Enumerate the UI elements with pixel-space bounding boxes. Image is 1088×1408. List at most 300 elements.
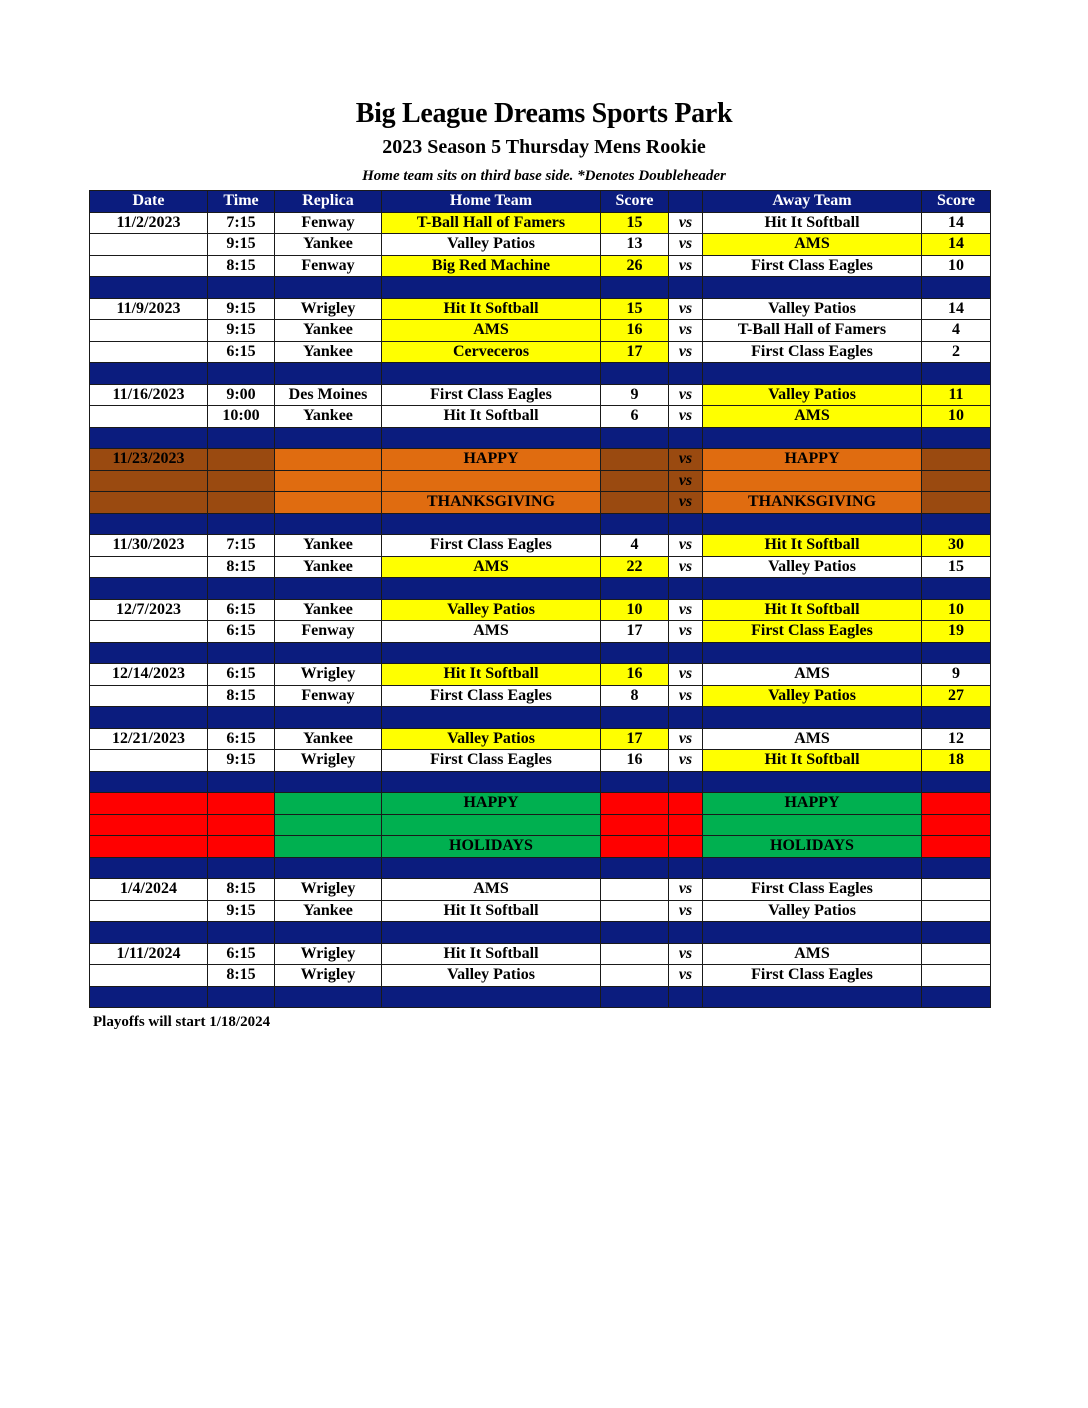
separator-cell — [208, 427, 275, 449]
separator-cell — [922, 771, 991, 793]
date-cell — [90, 556, 208, 578]
separator-cell — [922, 427, 991, 449]
thanksgiving-row — [90, 492, 991, 514]
away-team-cell: AMS — [703, 234, 922, 256]
game-row — [90, 943, 991, 965]
time-cell — [208, 814, 275, 836]
separator-cell — [208, 513, 275, 535]
separator-cell — [601, 513, 669, 535]
separator-cell — [208, 363, 275, 385]
date-cell — [90, 255, 208, 277]
replica-cell — [275, 836, 382, 858]
col-time-header: Time — [208, 191, 275, 213]
separator-cell — [703, 771, 922, 793]
away-team-cell: Valley Patios — [703, 556, 922, 578]
home-score-cell: 4 — [601, 535, 669, 557]
separator-cell — [669, 513, 703, 535]
separator-cell — [601, 771, 669, 793]
separator-cell — [208, 707, 275, 729]
away-score-cell — [922, 836, 991, 858]
away-team-cell: Hit It Softball — [703, 212, 922, 234]
separator-cell — [601, 642, 669, 664]
home-team-cell: Cerveceros — [382, 341, 601, 363]
home-team-cell: Valley Patios — [382, 234, 601, 256]
replica-cell: Fenway — [275, 685, 382, 707]
separator-cell — [275, 922, 382, 944]
time-cell: 6:15 — [208, 621, 275, 643]
game-row — [90, 728, 991, 750]
date-cell — [90, 234, 208, 256]
separator-row — [90, 707, 991, 729]
date-cell: 1/4/2024 — [90, 879, 208, 901]
game-row — [90, 406, 991, 428]
game-row — [90, 965, 991, 987]
away-score-cell — [922, 943, 991, 965]
home-score-cell: 16 — [601, 664, 669, 686]
separator-cell — [922, 857, 991, 879]
separator-cell — [703, 513, 922, 535]
replica-cell — [275, 793, 382, 815]
vs-cell: vs — [669, 900, 703, 922]
separator-row — [90, 986, 991, 1008]
col-date-header: Date — [90, 191, 208, 213]
time-cell: 9:15 — [208, 320, 275, 342]
vs-cell: vs — [669, 836, 703, 858]
replica-cell — [275, 470, 382, 492]
home-score-cell: 17 — [601, 728, 669, 750]
home-team-cell: AMS — [382, 320, 601, 342]
time-cell: 8:15 — [208, 965, 275, 987]
separator-cell — [382, 986, 601, 1008]
game-row — [90, 879, 991, 901]
thanksgiving-row — [90, 449, 991, 471]
game-row — [90, 255, 991, 277]
time-cell: 6:15 — [208, 728, 275, 750]
vs-cell: vs — [669, 965, 703, 987]
col-home-score-header: Score — [601, 191, 669, 213]
vs-cell: vs — [669, 879, 703, 901]
vs-cell: vs — [669, 320, 703, 342]
away-score-cell — [922, 449, 991, 471]
away-team-cell: AMS — [703, 664, 922, 686]
home-score-cell — [601, 965, 669, 987]
separator-cell — [601, 986, 669, 1008]
separator-row — [90, 642, 991, 664]
vs-cell: vs — [669, 384, 703, 406]
separator-cell — [90, 707, 208, 729]
holiday-row — [90, 814, 991, 836]
separator-cell — [90, 922, 208, 944]
game-row — [90, 341, 991, 363]
replica-cell: Yankee — [275, 599, 382, 621]
separator-cell — [382, 277, 601, 299]
col-away-score-header: Score — [922, 191, 991, 213]
game-row — [90, 384, 991, 406]
vs-cell: vs — [669, 535, 703, 557]
game-row — [90, 298, 991, 320]
home-team-cell: Big Red Machine — [382, 255, 601, 277]
vs-cell: vs — [669, 255, 703, 277]
date-cell: 12/28/2023 — [90, 793, 208, 815]
separator-cell — [703, 427, 922, 449]
game-row — [90, 234, 991, 256]
date-cell — [90, 621, 208, 643]
date-cell — [90, 685, 208, 707]
away-team-cell: Valley Patios — [703, 298, 922, 320]
date-cell — [90, 492, 208, 514]
separator-cell — [669, 427, 703, 449]
home-team-cell: Valley Patios — [382, 599, 601, 621]
away-score-cell: 4 — [922, 320, 991, 342]
vs-cell: vs — [669, 599, 703, 621]
away-team-cell: AMS — [703, 728, 922, 750]
home-team-cell: Hit It Softball — [382, 298, 601, 320]
time-cell: 7:15 — [208, 212, 275, 234]
away-team-cell: First Class Eagles — [703, 879, 922, 901]
replica-cell: Yankee — [275, 234, 382, 256]
date-cell: 1/11/2024 — [90, 943, 208, 965]
separator-cell — [922, 707, 991, 729]
separator-cell — [90, 642, 208, 664]
holiday-row — [90, 793, 991, 815]
time-cell: 6:15 — [208, 664, 275, 686]
separator-row — [90, 277, 991, 299]
home-team-cell: First Class Eagles — [382, 535, 601, 557]
holiday-row — [90, 836, 991, 858]
separator-cell — [208, 986, 275, 1008]
game-row — [90, 212, 991, 234]
away-team-cell: First Class Eagles — [703, 965, 922, 987]
replica-cell: Yankee — [275, 535, 382, 557]
vs-cell: vs — [669, 406, 703, 428]
replica-cell: Wrigley — [275, 298, 382, 320]
home-score-cell: 15 — [601, 298, 669, 320]
home-score-cell — [601, 836, 669, 858]
separator-cell — [703, 986, 922, 1008]
separator-cell — [208, 771, 275, 793]
home-team-cell: AMS — [382, 879, 601, 901]
home-score-cell — [601, 814, 669, 836]
schedule-table — [89, 190, 991, 1008]
vs-cell: vs — [669, 449, 703, 471]
replica-cell — [275, 449, 382, 471]
time-cell: 8:15 — [208, 879, 275, 901]
game-row — [90, 556, 991, 578]
time-cell: 9:15 — [208, 298, 275, 320]
separator-cell — [382, 707, 601, 729]
game-row — [90, 685, 991, 707]
date-cell — [90, 836, 208, 858]
game-row — [90, 750, 991, 772]
separator-cell — [275, 986, 382, 1008]
date-cell: 11/16/2023 — [90, 384, 208, 406]
replica-cell: Yankee — [275, 320, 382, 342]
separator-cell — [90, 578, 208, 600]
home-score-cell: 9 — [601, 384, 669, 406]
separator-cell — [922, 578, 991, 600]
replica-cell: Yankee — [275, 341, 382, 363]
separator-cell — [703, 578, 922, 600]
away-team-cell: THANKSGIVING — [703, 492, 922, 514]
home-score-cell: 13 — [601, 234, 669, 256]
separator-cell — [669, 642, 703, 664]
replica-cell: Wrigley — [275, 750, 382, 772]
vs-cell: vs — [669, 621, 703, 643]
date-cell: 12/14/2023 — [90, 664, 208, 686]
away-score-cell — [922, 492, 991, 514]
time-cell: 8:15 — [208, 685, 275, 707]
thanksgiving-row — [90, 470, 991, 492]
vs-cell: vs — [669, 492, 703, 514]
away-team-cell: First Class Eagles — [703, 621, 922, 643]
away-score-cell — [922, 965, 991, 987]
col-vs-header — [669, 191, 703, 213]
separator-cell — [275, 771, 382, 793]
home-team-cell: First Class Eagles — [382, 384, 601, 406]
separator-cell — [601, 857, 669, 879]
separator-row — [90, 513, 991, 535]
date-cell: 12/21/2023 — [90, 728, 208, 750]
separator-cell — [922, 513, 991, 535]
vs-cell: vs — [669, 793, 703, 815]
vs-cell: vs — [669, 234, 703, 256]
home-score-cell — [601, 470, 669, 492]
header-row — [90, 191, 991, 213]
separator-cell — [601, 277, 669, 299]
away-score-cell — [922, 470, 991, 492]
home-team-cell: HAPPY — [382, 793, 601, 815]
home-team-cell: Hit It Softball — [382, 943, 601, 965]
away-score-cell: 9 — [922, 664, 991, 686]
separator-row — [90, 857, 991, 879]
separator-row — [90, 578, 991, 600]
home-score-cell — [601, 943, 669, 965]
separator-cell — [382, 578, 601, 600]
game-row — [90, 320, 991, 342]
replica-cell: Fenway — [275, 212, 382, 234]
schedule-note: Home team sits on third base side. *Denotes Doubleheader — [362, 168, 726, 184]
home-team-cell: Hit It Softball — [382, 406, 601, 428]
game-row — [90, 599, 991, 621]
away-team-cell: Valley Patios — [703, 685, 922, 707]
vs-cell: vs — [669, 298, 703, 320]
separator-cell — [90, 513, 208, 535]
away-score-cell: 15 — [922, 556, 991, 578]
home-team-cell: Hit It Softball — [382, 900, 601, 922]
date-cell: 11/30/2023 — [90, 535, 208, 557]
replica-cell: Wrigley — [275, 943, 382, 965]
home-score-cell — [601, 879, 669, 901]
away-score-cell — [922, 900, 991, 922]
separator-cell — [703, 277, 922, 299]
home-team-cell: Valley Patios — [382, 728, 601, 750]
separator-cell — [275, 707, 382, 729]
separator-cell — [275, 513, 382, 535]
date-cell — [90, 900, 208, 922]
time-cell — [208, 836, 275, 858]
separator-cell — [382, 771, 601, 793]
replica-cell: Wrigley — [275, 664, 382, 686]
separator-cell — [669, 771, 703, 793]
separator-cell — [382, 513, 601, 535]
separator-cell — [90, 363, 208, 385]
away-team-cell: Valley Patios — [703, 384, 922, 406]
date-cell: 12/7/2023 — [90, 599, 208, 621]
date-cell: 11/2/2023 — [90, 212, 208, 234]
col-home-team-header: Home Team — [382, 191, 601, 213]
time-cell — [208, 470, 275, 492]
separator-cell — [703, 642, 922, 664]
vs-cell: vs — [669, 943, 703, 965]
separator-cell — [90, 857, 208, 879]
separator-cell — [208, 922, 275, 944]
home-team-cell: AMS — [382, 621, 601, 643]
separator-cell — [90, 277, 208, 299]
separator-cell — [922, 986, 991, 1008]
away-score-cell — [922, 814, 991, 836]
separator-cell — [703, 922, 922, 944]
time-cell: 6:15 — [208, 943, 275, 965]
away-score-cell: 14 — [922, 212, 991, 234]
separator-cell — [669, 922, 703, 944]
separator-cell — [669, 363, 703, 385]
game-row — [90, 900, 991, 922]
replica-cell: Fenway — [275, 621, 382, 643]
separator-cell — [703, 857, 922, 879]
playoffs-note: Playoffs will start 1/18/2024 — [93, 1014, 271, 1030]
separator-cell — [703, 363, 922, 385]
away-team-cell: AMS — [703, 943, 922, 965]
away-team-cell: AMS — [703, 406, 922, 428]
time-cell: 9:15 — [208, 234, 275, 256]
home-team-cell: HAPPY — [382, 449, 601, 471]
separator-cell — [669, 277, 703, 299]
separator-row — [90, 363, 991, 385]
separator-cell — [922, 642, 991, 664]
away-score-cell: 10 — [922, 599, 991, 621]
away-score-cell: 14 — [922, 234, 991, 256]
date-cell — [90, 470, 208, 492]
time-cell: 6:15 — [208, 341, 275, 363]
separator-cell — [601, 363, 669, 385]
separator-cell — [208, 642, 275, 664]
separator-cell — [208, 277, 275, 299]
date-cell: 11/23/2023 — [90, 449, 208, 471]
col-replica-header: Replica — [275, 191, 382, 213]
time-cell — [208, 793, 275, 815]
replica-cell: Wrigley — [275, 879, 382, 901]
away-team-cell: HAPPY — [703, 449, 922, 471]
vs-cell: vs — [669, 728, 703, 750]
time-cell: 8:15 — [208, 556, 275, 578]
away-team-cell: First Class Eagles — [703, 341, 922, 363]
away-team-cell: Hit It Softball — [703, 750, 922, 772]
game-row — [90, 664, 991, 686]
separator-cell — [90, 427, 208, 449]
replica-cell: Des Moines — [275, 384, 382, 406]
date-cell — [90, 814, 208, 836]
replica-cell: Wrigley — [275, 965, 382, 987]
separator-cell — [703, 707, 922, 729]
home-score-cell: 15 — [601, 212, 669, 234]
home-score-cell: 17 — [601, 341, 669, 363]
page-subtitle: 2023 Season 5 Thursday Mens Rookie — [382, 136, 706, 158]
home-team-cell: First Class Eagles — [382, 750, 601, 772]
home-team-cell: T-Ball Hall of Famers — [382, 212, 601, 234]
home-team-cell: HOLIDAYS — [382, 836, 601, 858]
home-score-cell — [601, 449, 669, 471]
away-score-cell: 14 — [922, 298, 991, 320]
home-score-cell: 17 — [601, 621, 669, 643]
separator-cell — [208, 578, 275, 600]
home-team-cell: Hit It Softball — [382, 664, 601, 686]
home-team-cell: AMS — [382, 556, 601, 578]
time-cell: 6:15 — [208, 599, 275, 621]
replica-cell — [275, 814, 382, 836]
replica-cell: Yankee — [275, 900, 382, 922]
separator-cell — [382, 427, 601, 449]
separator-cell — [208, 857, 275, 879]
page-title: Big League Dreams Sports Park — [355, 98, 733, 129]
separator-cell — [601, 922, 669, 944]
home-score-cell — [601, 793, 669, 815]
separator-cell — [90, 771, 208, 793]
home-score-cell — [601, 492, 669, 514]
away-score-cell: 18 — [922, 750, 991, 772]
separator-cell — [275, 642, 382, 664]
home-score-cell: 16 — [601, 750, 669, 772]
schedule-body — [90, 212, 991, 1008]
home-team-cell: Valley Patios — [382, 965, 601, 987]
separator-cell — [382, 922, 601, 944]
time-cell — [208, 449, 275, 471]
vs-cell: vs — [669, 341, 703, 363]
separator-cell — [669, 707, 703, 729]
vs-cell: vs — [669, 814, 703, 836]
separator-cell — [275, 578, 382, 600]
away-team-cell: HAPPY — [703, 793, 922, 815]
separator-row — [90, 427, 991, 449]
away-score-cell: 27 — [922, 685, 991, 707]
separator-cell — [922, 922, 991, 944]
separator-cell — [275, 427, 382, 449]
away-team-cell: Hit It Softball — [703, 535, 922, 557]
date-cell — [90, 750, 208, 772]
time-cell: 7:15 — [208, 535, 275, 557]
home-score-cell: 22 — [601, 556, 669, 578]
date-cell — [90, 965, 208, 987]
away-team-cell: T-Ball Hall of Famers — [703, 320, 922, 342]
home-team-cell — [382, 470, 601, 492]
home-team-cell: First Class Eagles — [382, 685, 601, 707]
away-team-cell: Valley Patios — [703, 900, 922, 922]
col-away-team-header: Away Team — [703, 191, 922, 213]
separator-cell — [275, 277, 382, 299]
time-cell: 9:00 — [208, 384, 275, 406]
vs-cell: vs — [669, 664, 703, 686]
away-team-cell — [703, 470, 922, 492]
replica-cell: Yankee — [275, 728, 382, 750]
time-cell — [208, 492, 275, 514]
away-score-cell: 11 — [922, 384, 991, 406]
away-score-cell: 30 — [922, 535, 991, 557]
away-team-cell: Hit It Softball — [703, 599, 922, 621]
separator-cell — [90, 986, 208, 1008]
home-score-cell: 8 — [601, 685, 669, 707]
date-cell — [90, 406, 208, 428]
away-score-cell — [922, 879, 991, 901]
home-team-cell: THANKSGIVING — [382, 492, 601, 514]
